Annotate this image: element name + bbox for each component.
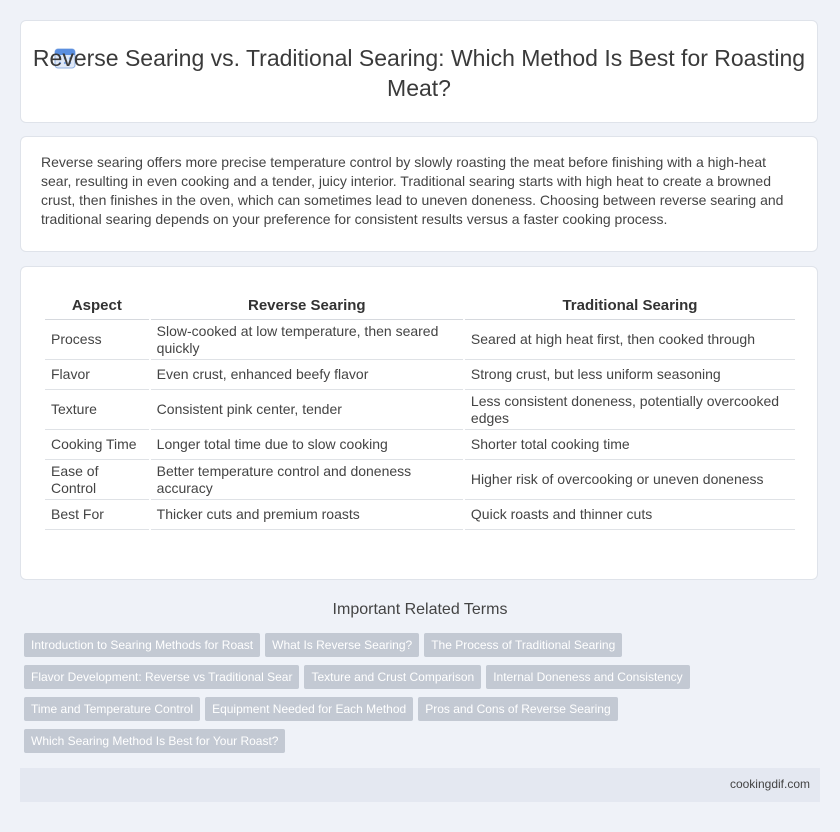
table-cell: Higher risk of overcooking or uneven doneness [465, 460, 795, 500]
table-cell: Flavor [45, 360, 149, 390]
footer-site-link[interactable]: cookingdif.com [729, 777, 810, 791]
tag-link[interactable]: The Process of Traditional Searing [424, 633, 622, 657]
table-header-row [45, 291, 795, 320]
header-reverse-searing: Reverse Searing [151, 291, 463, 320]
tag-link[interactable]: Internal Doneness and Consistency [486, 665, 689, 689]
comparison-card [20, 266, 818, 580]
comparison-table [43, 291, 797, 530]
page-title: Reverse Searing vs. Traditional Searing: Which Method Is Best for Roasting Meat? [32, 45, 806, 101]
tag-link[interactable]: Time and Temperature Control [24, 697, 200, 721]
table-cell: Thicker cuts and premium roasts [151, 500, 463, 530]
tag-link[interactable]: Equipment Needed for Each Method [205, 697, 413, 721]
related-tags [22, 633, 818, 761]
tag-link[interactable]: What Is Reverse Searing? [265, 633, 419, 657]
table-cell: Ease of Control [45, 460, 149, 500]
table-cell: Seared at high heat first, then cooked through [465, 320, 795, 360]
tag-link[interactable]: Flavor Development: Reverse vs Traditional Sear [24, 665, 299, 689]
table-cell: Better temperature control and doneness accuracy [151, 460, 463, 500]
tag-link[interactable]: Pros and Cons of Reverse Searing [418, 697, 617, 721]
table-row [45, 430, 795, 460]
table-cell: Strong crust, but less uniform seasoning [465, 360, 795, 390]
table-cell: Even crust, enhanced beefy flavor [151, 360, 463, 390]
header-traditional-searing: Traditional Searing [465, 291, 795, 320]
intro-paragraph: Reverse searing offers more precise temperature control by slowly roasting the meat before finishing with a high-heat sear, resulting in even cooking and a tender, juicy interior. Traditional searing starts with high heat to create a browned crust, then finishes in the oven, which can sometimes lead to uneven doneness. Choosing between reverse searing and traditional searing depends on your preference for consistent results versus a faster cooking process. [41, 154, 784, 227]
tag-link[interactable]: Which Searing Method Is Best for Your Roast? [24, 729, 285, 753]
table-cell: Slow-cooked at low temperature, then seared quickly [151, 320, 463, 360]
table-row [45, 500, 795, 530]
table-cell: Longer total time due to slow cooking [151, 430, 463, 460]
table-cell: Texture [45, 390, 149, 430]
header-aspect: Aspect [45, 291, 149, 320]
table-cell: Shorter total cooking time [465, 430, 795, 460]
table-row [45, 460, 795, 500]
footer [20, 768, 820, 802]
table-cell: Cooking Time [45, 430, 149, 460]
table-row [45, 320, 795, 360]
header-card [20, 20, 818, 123]
table-cell: Quick roasts and thinner cuts [465, 500, 795, 530]
tag-link[interactable]: Introduction to Searing Methods for Roast [24, 633, 260, 657]
table-row [45, 360, 795, 390]
table-cell: Less consistent doneness, potentially overcooked edges [465, 390, 795, 430]
related-terms-heading: Important Related Terms [332, 601, 508, 618]
tag-link[interactable]: Texture and Crust Comparison [304, 665, 481, 689]
table-cell: Process [45, 320, 149, 360]
table-cell: Consistent pink center, tender [151, 390, 463, 430]
intro-card [20, 136, 818, 252]
table-row [45, 390, 795, 430]
table-cell: Best For [45, 500, 149, 530]
